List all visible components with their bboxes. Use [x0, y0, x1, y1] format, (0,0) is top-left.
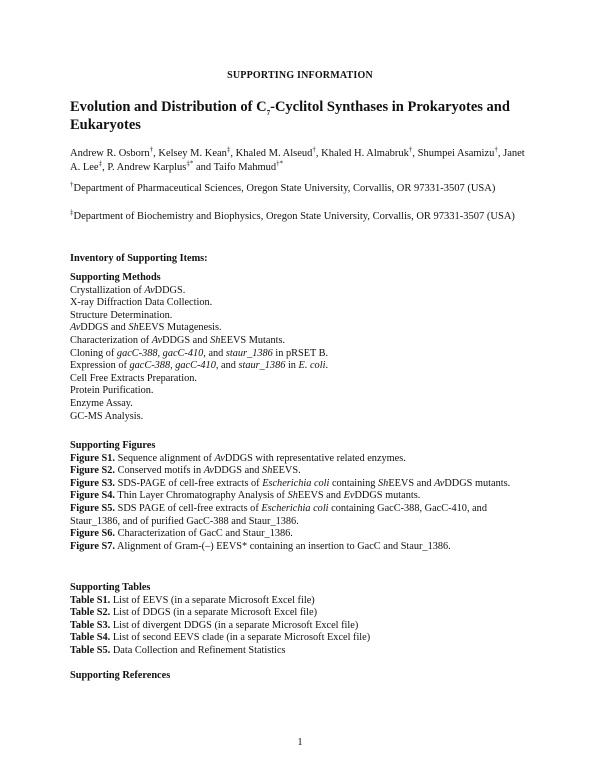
text-span: Av — [70, 322, 81, 334]
text-span: EEVS and — [388, 477, 435, 489]
text-span: gacC-388, gacC-410 — [116, 347, 204, 359]
author: Khaled M. Alseud — [235, 148, 313, 159]
text-span: †* — [276, 159, 284, 168]
text-span: 7 — [266, 108, 271, 117]
text-span: Sh — [128, 322, 139, 334]
text-span: † — [494, 145, 498, 154]
text-span: ‡* — [186, 159, 194, 168]
text-span: and — [193, 162, 214, 173]
paper-title — [70, 98, 530, 134]
list-item — [70, 607, 530, 620]
text-span: . — [325, 360, 329, 372]
affiliation-1 — [70, 182, 530, 196]
text-span: List of DDGS (in a separate Microsoft Excel file) — [110, 607, 317, 619]
inventory-heading: Inventory of Supporting Items: — [70, 253, 208, 264]
list-item — [70, 398, 530, 411]
text-span: , — [315, 148, 322, 159]
list-item — [70, 297, 530, 310]
text-span: Table S4. — [70, 632, 111, 644]
text-span: containing — [329, 477, 379, 489]
text-span: Alignment of Gram-(–) EEVS* containing an insertion to GacC and Staur_1386. — [115, 540, 451, 552]
list-item — [70, 411, 530, 424]
text-span: Figure S2. — [70, 465, 116, 477]
text-span: Ev — [343, 490, 355, 502]
list-item — [70, 645, 530, 658]
text-span: † — [312, 145, 316, 154]
text-span: DDGS and — [80, 322, 129, 334]
author: P. Andrew Karplus — [107, 162, 187, 173]
text-span: Department of Pharmaceutical Sciences, Oregon State University, Corvallis, OR 97331-3507 (USA) — [73, 183, 496, 194]
author: Khaled H. Almabruk — [321, 148, 409, 159]
supporting-methods — [70, 272, 530, 423]
text-span: Crystallization of — [70, 284, 145, 296]
author-list — [70, 147, 530, 175]
list-item — [70, 310, 530, 323]
text-span: in — [285, 360, 299, 372]
text-span: Protein Purification. — [70, 385, 154, 397]
text-span: Table S1. — [70, 594, 111, 606]
figures-heading: Supporting Figures — [70, 440, 156, 451]
author: Janet A. Lee — [70, 148, 525, 173]
text-span: , — [230, 148, 236, 159]
text-span: -Cyclitol Synthases in Prokaryotes and Eukaryotes — [70, 99, 510, 133]
list-item — [70, 620, 530, 633]
text-span: DDGS mutants. — [444, 477, 511, 489]
list-item — [70, 632, 530, 645]
list-item — [70, 285, 530, 298]
supporting-information-header: SUPPORTING INFORMATION — [227, 70, 373, 81]
list-item — [70, 322, 530, 335]
text-span: containing GacC-388, GacC-410, and Staur_1386, and of purified GacC-388 and Staur_1386. — [70, 502, 487, 527]
methods-heading: Supporting Methods — [70, 272, 161, 283]
text-span: Cloning of — [70, 347, 117, 359]
text-span: E. coli — [298, 360, 326, 372]
text-span: Evolution and Distribution of C — [70, 99, 267, 115]
list-item — [70, 465, 530, 478]
text-span: X-ray Diffraction Data Collection. — [70, 297, 213, 309]
text-span: List of EEVS (in a separate Microsoft Excel file) — [110, 594, 315, 606]
list-item — [70, 348, 530, 361]
text-span: Cell Free Extracts Preparation. — [70, 372, 197, 384]
text-span: Sh — [210, 334, 221, 346]
text-span: SDS-PAGE of cell-free extracts of — [115, 477, 263, 489]
text-span: in pRSET B. — [272, 347, 329, 359]
text-span: , — [102, 162, 108, 173]
list-item — [70, 360, 530, 373]
text-span: Figure S7. — [70, 540, 116, 552]
text-span: Sh — [378, 477, 389, 489]
text-span: Table S5. — [70, 644, 111, 656]
text-span: List of divergent DDGS (in a separate Microsoft Excel file) — [110, 619, 359, 631]
author: Kelsey M. Kean — [158, 148, 227, 159]
text-span: † — [408, 145, 413, 154]
text-span: Data Collection and Refinement Statistics — [110, 644, 286, 656]
supporting-tables — [70, 582, 530, 658]
author: Shumpei Asamizu — [417, 148, 495, 159]
supporting-figures — [70, 440, 530, 553]
text-span: Expression of — [70, 360, 130, 372]
list-item — [70, 503, 530, 528]
text-span: DDGS and — [213, 465, 263, 477]
text-span: ‡ — [98, 159, 103, 168]
text-span: ‡ — [226, 145, 231, 154]
text-span: , — [497, 148, 504, 159]
text-span: Figure S3. — [70, 477, 116, 489]
text-span: Enzyme Assay. — [70, 397, 133, 409]
text-span: GC-MS Analysis. — [70, 410, 144, 422]
text-span: Figure S6. — [70, 528, 116, 540]
text-span: Sequence alignment of — [115, 452, 215, 464]
text-span: Escherichia coli — [262, 477, 330, 489]
text-span: Figure S4. — [70, 490, 116, 502]
tables-heading: Supporting Tables — [70, 582, 151, 593]
text-span: Av — [144, 284, 155, 296]
text-span: Table S3. — [70, 619, 111, 631]
text-span: EEVS and — [297, 490, 344, 502]
list-item — [70, 478, 530, 491]
text-span: EEVS Mutants. — [220, 334, 286, 346]
text-span: Sh — [287, 490, 298, 502]
text-span: Structure Determination. — [70, 309, 173, 321]
text-span: Table S2. — [70, 607, 111, 619]
text-span: DDGS. — [154, 284, 186, 296]
text-span: DDGS and — [162, 334, 211, 346]
text-span: gacC-388, gacC-410 — [129, 360, 216, 372]
text-span: staur_1386 — [225, 347, 273, 359]
text-span: Department of Biochemistry and Biophysics, Oregon State University, Corvallis, OR 97331-3507 (USA) — [73, 211, 515, 222]
text-span: Characterization of GacC and Staur_1386. — [115, 528, 293, 540]
list-item — [70, 453, 530, 466]
text-span: SDS PAGE of cell-free extracts of — [115, 502, 262, 514]
text-span: Av — [434, 477, 445, 489]
text-span: Av — [151, 334, 163, 346]
author: Taifo Mahmud — [213, 162, 277, 173]
text-span: Sh — [262, 465, 273, 477]
text-span: , and — [203, 347, 226, 359]
text-span: EEVS Mutagenesis. — [138, 322, 222, 334]
text-span: Conserved motifs in — [115, 465, 204, 477]
text-span: † — [149, 145, 154, 154]
text-span: , — [153, 148, 159, 159]
list-item — [70, 385, 530, 398]
text-span: List of second EEVS clade (in a separate Microsoft Excel file) — [110, 632, 371, 644]
text-span: Av — [214, 452, 225, 464]
text-span: staur_1386 — [238, 360, 286, 372]
list-item — [70, 490, 530, 503]
text-span: Characterization of — [70, 334, 152, 346]
affiliation-2 — [70, 210, 530, 224]
text-span: † — [70, 180, 74, 189]
text-span: DDGS with representative related enzymes. — [224, 452, 406, 464]
list-item — [70, 528, 530, 541]
text-span: Av — [203, 465, 214, 477]
text-span: , — [412, 148, 418, 159]
author: Andrew R. Osborn — [70, 148, 150, 159]
references-heading: Supporting References — [70, 670, 171, 681]
text-span: Figure S1. — [70, 452, 116, 464]
text-span: Thin Layer Chromatography Analysis of — [115, 490, 288, 502]
list-item — [70, 373, 530, 386]
list-item — [70, 595, 530, 608]
text-span: , and — [215, 360, 239, 372]
text-span: DDGS mutants. — [354, 490, 421, 502]
text-span: EEVS. — [272, 465, 301, 477]
text-span: Escherichia coli — [261, 502, 329, 514]
text-span: Figure S5. — [70, 502, 116, 514]
list-item — [70, 541, 530, 554]
page-number: 1 — [297, 737, 303, 748]
list-item — [70, 335, 530, 348]
text-span: ‡ — [70, 208, 74, 217]
